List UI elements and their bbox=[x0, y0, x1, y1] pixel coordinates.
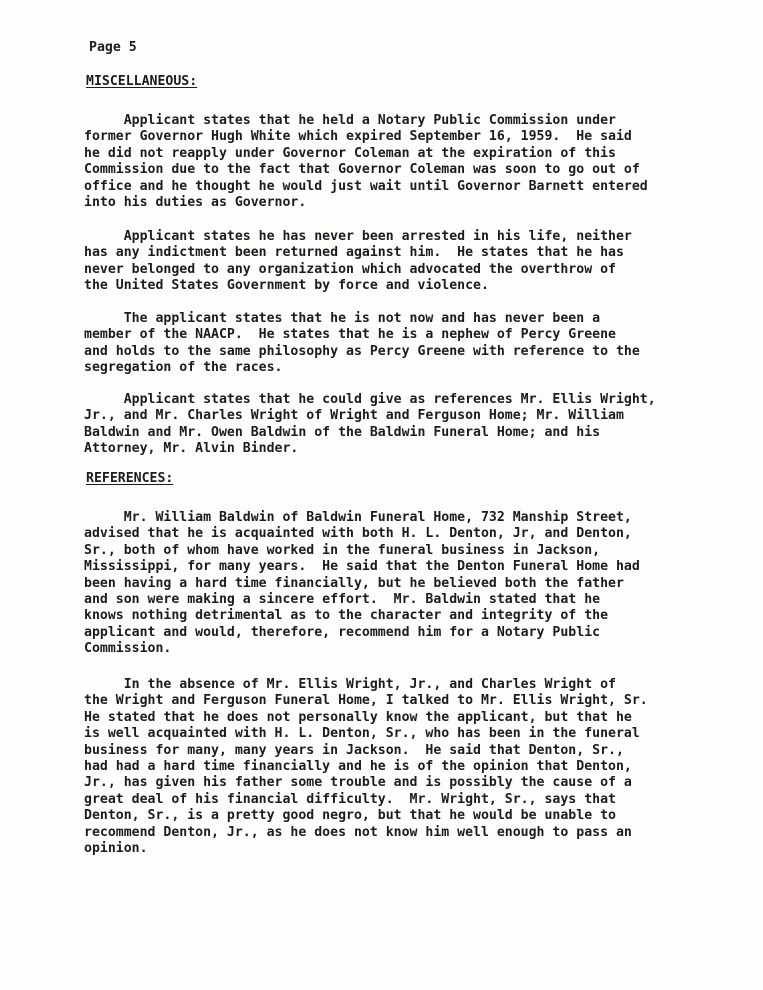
text-line: opinion. bbox=[84, 841, 148, 857]
text-line: Attorney, Mr. Alvin Binder. bbox=[84, 441, 299, 457]
text-line: Commission due to the fact that Governor Coleman was soon to go out of bbox=[84, 162, 640, 178]
text-line: the Wright and Ferguson Funeral Home, I talked to Mr. Ellis Wright, Sr. bbox=[84, 693, 648, 709]
text-line: applicant and would, therefore, recommend him for a Notary Public bbox=[84, 624, 601, 640]
text-line: Commission. bbox=[84, 641, 172, 657]
misc-paragraph-naacp-membership bbox=[84, 311, 744, 377]
text-line: Mr. William Baldwin of Baldwin Funeral Home, 732 Manship Street, bbox=[84, 510, 632, 525]
text-line: been having a hard time financially, but he believed both the father bbox=[84, 575, 624, 591]
text-line: Applicant states he has never been arrested in his life, neither bbox=[84, 229, 632, 244]
text-line: member of the NAACP. He states that he is a nephew of Percy Greene bbox=[84, 327, 616, 343]
text-line: Sr., both of whom have worked in the funeral business in Jackson, bbox=[84, 542, 601, 558]
text-line: former Governor Hugh White which expired September 16, 1959. He said bbox=[84, 129, 632, 145]
text-line: the United States Government by force and violence. bbox=[84, 278, 489, 294]
text-line: Jr., has given his father some trouble and is possibly the cause of a bbox=[84, 775, 632, 791]
text-line: into his duties as Governor. bbox=[84, 195, 307, 211]
text-line: office and he thought he would just wait until Governor Barnett entered bbox=[84, 178, 648, 194]
references-paragraph-wright bbox=[84, 677, 744, 857]
text-line: Baldwin and Mr. Owen Baldwin of the Baldwin Funeral Home; and his bbox=[84, 424, 601, 440]
text-line: is well acquainted with H. L. Denton, Sr., who has been in the funeral bbox=[84, 726, 640, 742]
text-line: and son were making a sincere effort. Mr. Baldwin stated that he bbox=[84, 592, 601, 608]
text-line: recommend Denton, Jr., as he does not know him well enough to pass an bbox=[84, 824, 632, 840]
text-line: knows nothing detrimental as to the character and integrity of the bbox=[84, 608, 609, 624]
text-line: Mississippi, for many years. He said that the Denton Funeral Home had bbox=[84, 559, 640, 575]
text-line: had had a hard time financially and he is of the opinion that Denton, bbox=[84, 759, 632, 775]
text-line: Jr., and Mr. Charles Wright of Wright and Ferguson Home; Mr. William bbox=[84, 408, 624, 424]
text-line: advised that he is acquainted with both H. L. Denton, Jr, and Denton, bbox=[84, 526, 632, 542]
miscellaneous-heading: MISCELLANEOUS: bbox=[86, 74, 198, 89]
text-line: The applicant states that he is not now and has never been a bbox=[84, 311, 601, 326]
text-line: In the absence of Mr. Ellis Wright, Jr., and Charles Wright of bbox=[84, 677, 616, 692]
text-line: Denton, Sr., is a pretty good negro, but that he would be unable to bbox=[84, 808, 616, 824]
text-line: business for many, many years in Jackson. He said that Denton, Sr., bbox=[84, 742, 624, 758]
misc-paragraph-notary-commission bbox=[84, 113, 744, 211]
text-line: never belonged to any organization which advocated the overthrow of bbox=[84, 261, 616, 277]
misc-paragraph-references-given bbox=[84, 392, 744, 458]
text-line: and holds to the same philosophy as Percy Greene with reference to the bbox=[84, 343, 640, 359]
text-line: has any indictment been returned against him. He states that he has bbox=[84, 245, 624, 261]
references-paragraph-baldwin bbox=[84, 510, 744, 658]
text-line: segregation of the races. bbox=[84, 360, 283, 376]
text-line: He stated that he does not personally know the applicant, but that he bbox=[84, 709, 632, 725]
page-number: Page 5 bbox=[89, 40, 137, 55]
text-line: Applicant states that he could give as references Mr. Ellis Wright, bbox=[84, 392, 656, 407]
text-line: Applicant states that he held a Notary Public Commission under bbox=[84, 113, 616, 128]
text-line: great deal of his financial difficulty. Mr. Wright, Sr., says that bbox=[84, 791, 616, 807]
references-heading: REFERENCES: bbox=[86, 471, 174, 486]
text-line: he did not reapply under Governor Coleman at the expiration of this bbox=[84, 145, 616, 161]
misc-paragraph-arrest-record bbox=[84, 229, 744, 295]
